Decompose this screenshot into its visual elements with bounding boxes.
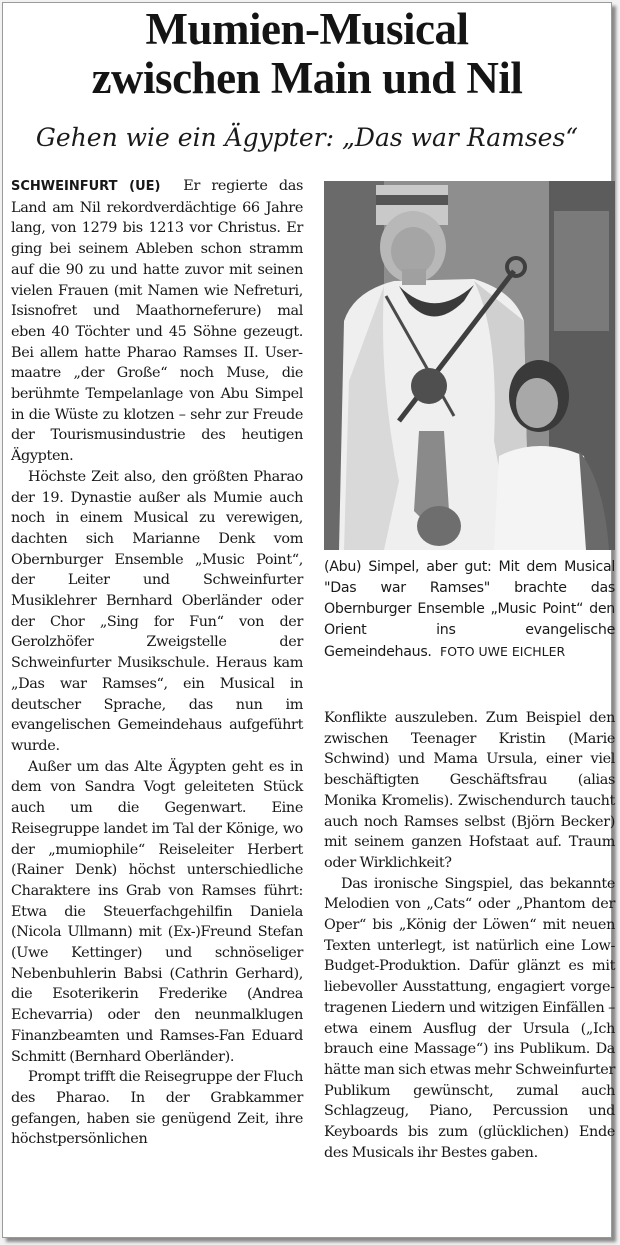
headline-line-1: Mumien-Musical — [145, 4, 469, 54]
article-column-right — [324, 708, 615, 1163]
article-paragraph: Außer um das Alte Ägypten geht es in dem von Sandra Vogt geleiteten Stück auch um die Gegenwart. Eine Reisegruppe landet im Tal der Könige, wo der „mumiophile“ Reiseleiter Herbert (Rainer Denk) höchst unterschiedliche Charaktere ins Grab von Ramses führt: Etwa die Steuerfachgehilfin Daniela (Nicola Ullmann) mit (Ex-)Freund Stefan (Uwe Kettinger) und schnöseliger Nebenbuhlerin Babsi (Cathrin Gerhard), die Esoterikerin Frederike (Andrea Echevarria) oder den neunmalklugen Finanzbeamten und Ramses-Fan Eduard Schmitt (Bernhard Oberländer). — [11, 758, 303, 1065]
paragraph-text: Er regierte das Land am Nil rekordverdächtige 66 Jahre lang, von 1279 bis 1213 vor Christus. Er ging bei seinem Ableben schon stramm auf die 90 zu und hatte zuvor mit seinen vielen Frauen (mit Namen wie Nefreturi, Isisnofret und Maathorneferure) mal eben 40 Töchter und 45 Söhne gezeugt. Bei allem hatte Pharao Ramses II. Usermaatre „der Große“ noch Muse, die berühmte Tempelanlage von Abu Simpel in die Wüste zu klotzen – sehr zur Freude der Tourismusindustrie des heutigen Ägypten. — [11, 178, 304, 465]
article-paragraph: Das ironische Singspiel, das bekannte Melodien von „Cats“ oder „Phantom der Oper“ bis „König der Löwen“ mit neuen Texten unterlegt, ist natürlich eine Low-Budget-Produktion. Dafür glänzt es mit liebevoller Ausstattung, engagiert vorgetragenen Liedern und witzigen Einfällen – etwa einem Ausflug der Ursula („Ich brauch eine Massage“) ins Publikum. Da hätte man sich etwas mehr Schweinfurter Publikum gewünscht, zumal auch Schlagzeug, Piano, Percussion und Keyboards bis zum (glücklichen) Ende des Musicals ihr Bestes gaben. — [324, 875, 615, 1161]
photo-illustration — [324, 181, 615, 550]
subheadline: Gehen wie ein Ägypter: „Das war Ramses“ — [35, 123, 579, 152]
article-paragraph: Prompt trifft die Reisegruppe der Fluch des Pharao. In der Grabkammer gefangen, haben sie genügend Zeit, ihre höchstpersönlichen — [11, 1069, 303, 1148]
article-paragraph — [11, 176, 303, 467]
article-paragraph: Konflikte auszuleben. Zum Beispiel den zwischen Teenager Kristin (Marie Schwind) und Mama Ursula, einer viel beschäftigten Geschäftsfrau (alias Monika Kromelis). Zwischendurch taucht auch noch Ramses selbst (Björn Becker) mit seinem ganzen Hofstaat auf. Traum oder Wirklichkeit? — [324, 710, 615, 871]
photo-caption — [324, 557, 615, 663]
newspaper-clipping — [2, 2, 615, 1238]
article-column-left — [11, 176, 303, 1150]
photo-credit: FOTO UWE EICHLER — [440, 644, 566, 659]
dateline: SCHWEINFURT (UE) — [11, 179, 161, 194]
caption-text: (Abu) Simpel, aber gut: Mit dem Musical "Das war Ramses" brachte das Obernburger Ensemble „Music Point“ den Orient ins evangelische Gemeindehaus. — [324, 559, 615, 660]
article-photo — [324, 181, 615, 550]
article-paragraph: Höchste Zeit also, den größten Pharao der 19. Dynastie außer als Mumie auch noch in einem Musical zu verewigen, dachten sich Marianne Denk vom Obernburger Ensemble „Music Point“, der Leiter und Schweinfurter Musiklehrer Bernhard Oberländer oder der Chor „Sing for Fun“ von der Gerolzhöfer Zweigstelle der Schweinfurter Musikschule. Heraus kam „Das war Ramses“, ein Musical in deutscher Sprache, das nun im evangelischen Gemeindehaus aufgeführt wurde. — [11, 468, 303, 754]
headline-line-2: zwischen Main und Nil — [91, 53, 523, 103]
headline — [3, 5, 611, 103]
